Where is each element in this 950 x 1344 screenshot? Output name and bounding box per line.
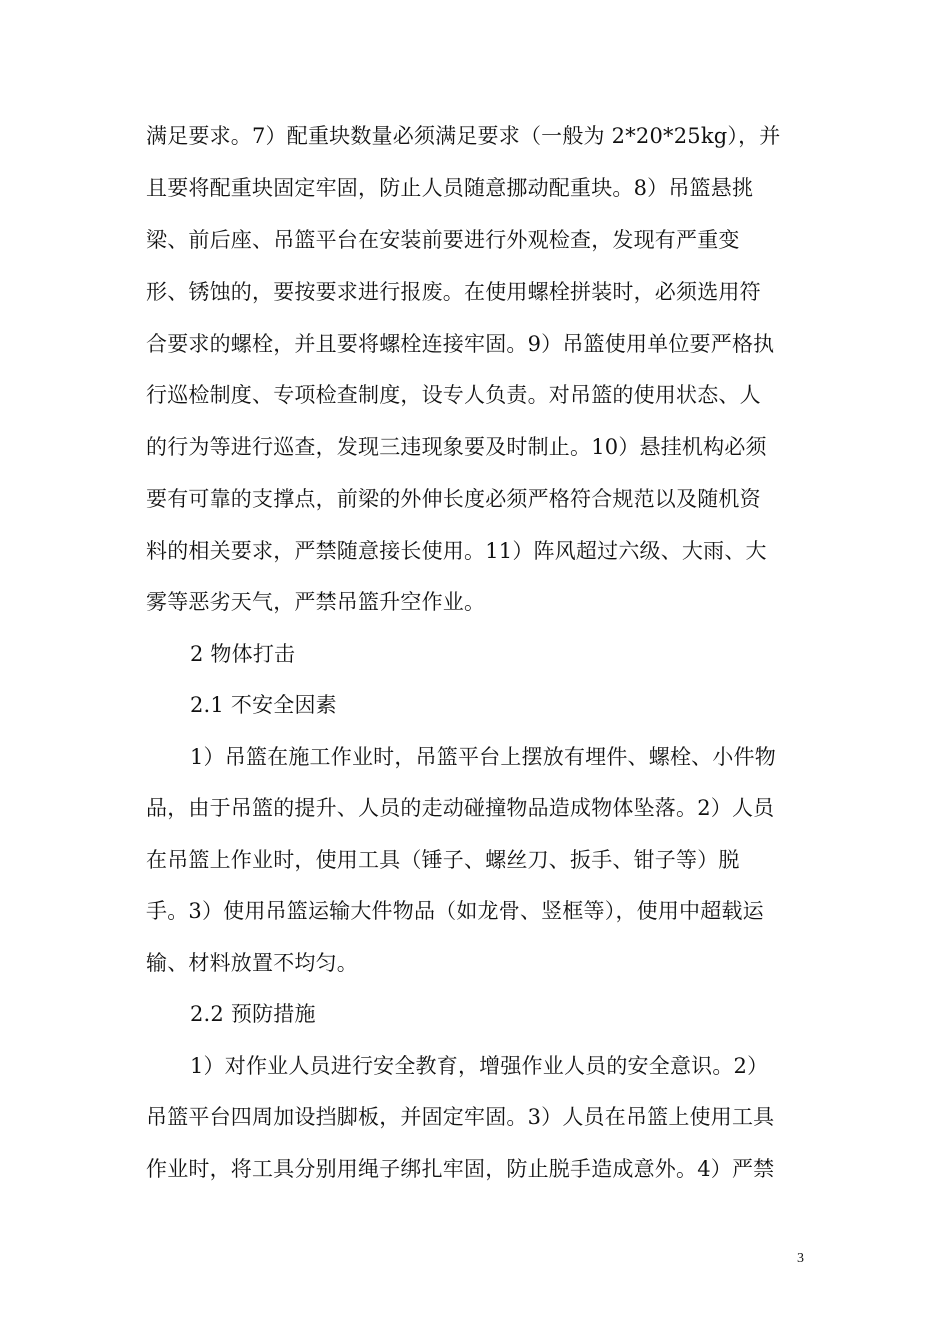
text-line: 雾等恶劣天气，严禁吊篮升空作业。 (146, 590, 486, 614)
page-number: 3 (797, 1251, 804, 1266)
text-line: 梁、前后座、吊篮平台在安装前要进行外观检查，发现有严重变 (146, 228, 740, 252)
text-line: 料的相关要求，严禁随意接长使用。11）阵风超过六级、大雨、大 (146, 539, 767, 563)
text-line: 1）吊篮在施工作业时，吊篮平台上摆放有埋件、螺栓、小件物 (190, 745, 776, 769)
text-line: 的行为等进行巡查，发现三违现象要及时制止。10）悬挂机构必须 (146, 435, 767, 459)
text-line: 手。3）使用吊篮运输大件物品（如龙骨、竖框等），使用中超载运 (146, 899, 764, 923)
text-line: 要有可靠的支撑点，前梁的外伸长度必须严格符合规范以及随机资 (146, 487, 761, 511)
text-line: 形、锈蚀的，要按要求进行报废。在使用螺栓拼装时，必须选用符 (146, 280, 761, 304)
subsection-heading: 2.1 不安全因素 (190, 693, 337, 717)
text-line: 1）对作业人员进行安全教育，增强作业人员的安全意识。2） (190, 1054, 769, 1078)
text-line: 吊篮平台四周加设挡脚板，并固定牢固。3）人员在吊篮上使用工具 (146, 1105, 775, 1129)
subsection-heading: 2.2 预防措施 (190, 1002, 316, 1026)
text-line: 满足要求。7）配重块数量必须满足要求（一般为 2*20*25kg），并 (146, 124, 781, 148)
text-line: 行巡检制度、专项检查制度，设专人负责。对吊篮的使用状态、人 (146, 383, 761, 407)
section-heading: 2 物体打击 (190, 642, 296, 666)
text-line: 且要将配重块固定牢固，防止人员随意挪动配重块。8）吊篮悬挑 (146, 176, 754, 200)
text-line: 作业时，将工具分别用绳子绑扎牢固，防止脱手造成意外。4）严禁 (146, 1157, 775, 1181)
text-line: 在吊篮上作业时，使用工具（锤子、螺丝刀、扳手、钳子等）脱 (146, 848, 740, 872)
text-line: 品，由于吊篮的提升、人员的走动碰撞物品造成物体坠落。2）人员 (146, 796, 775, 820)
text-line: 输、材料放置不均匀。 (146, 951, 358, 975)
text-line: 合要求的螺栓，并且要将螺栓连接牢固。9）吊篮使用单位要严格执 (146, 332, 775, 356)
